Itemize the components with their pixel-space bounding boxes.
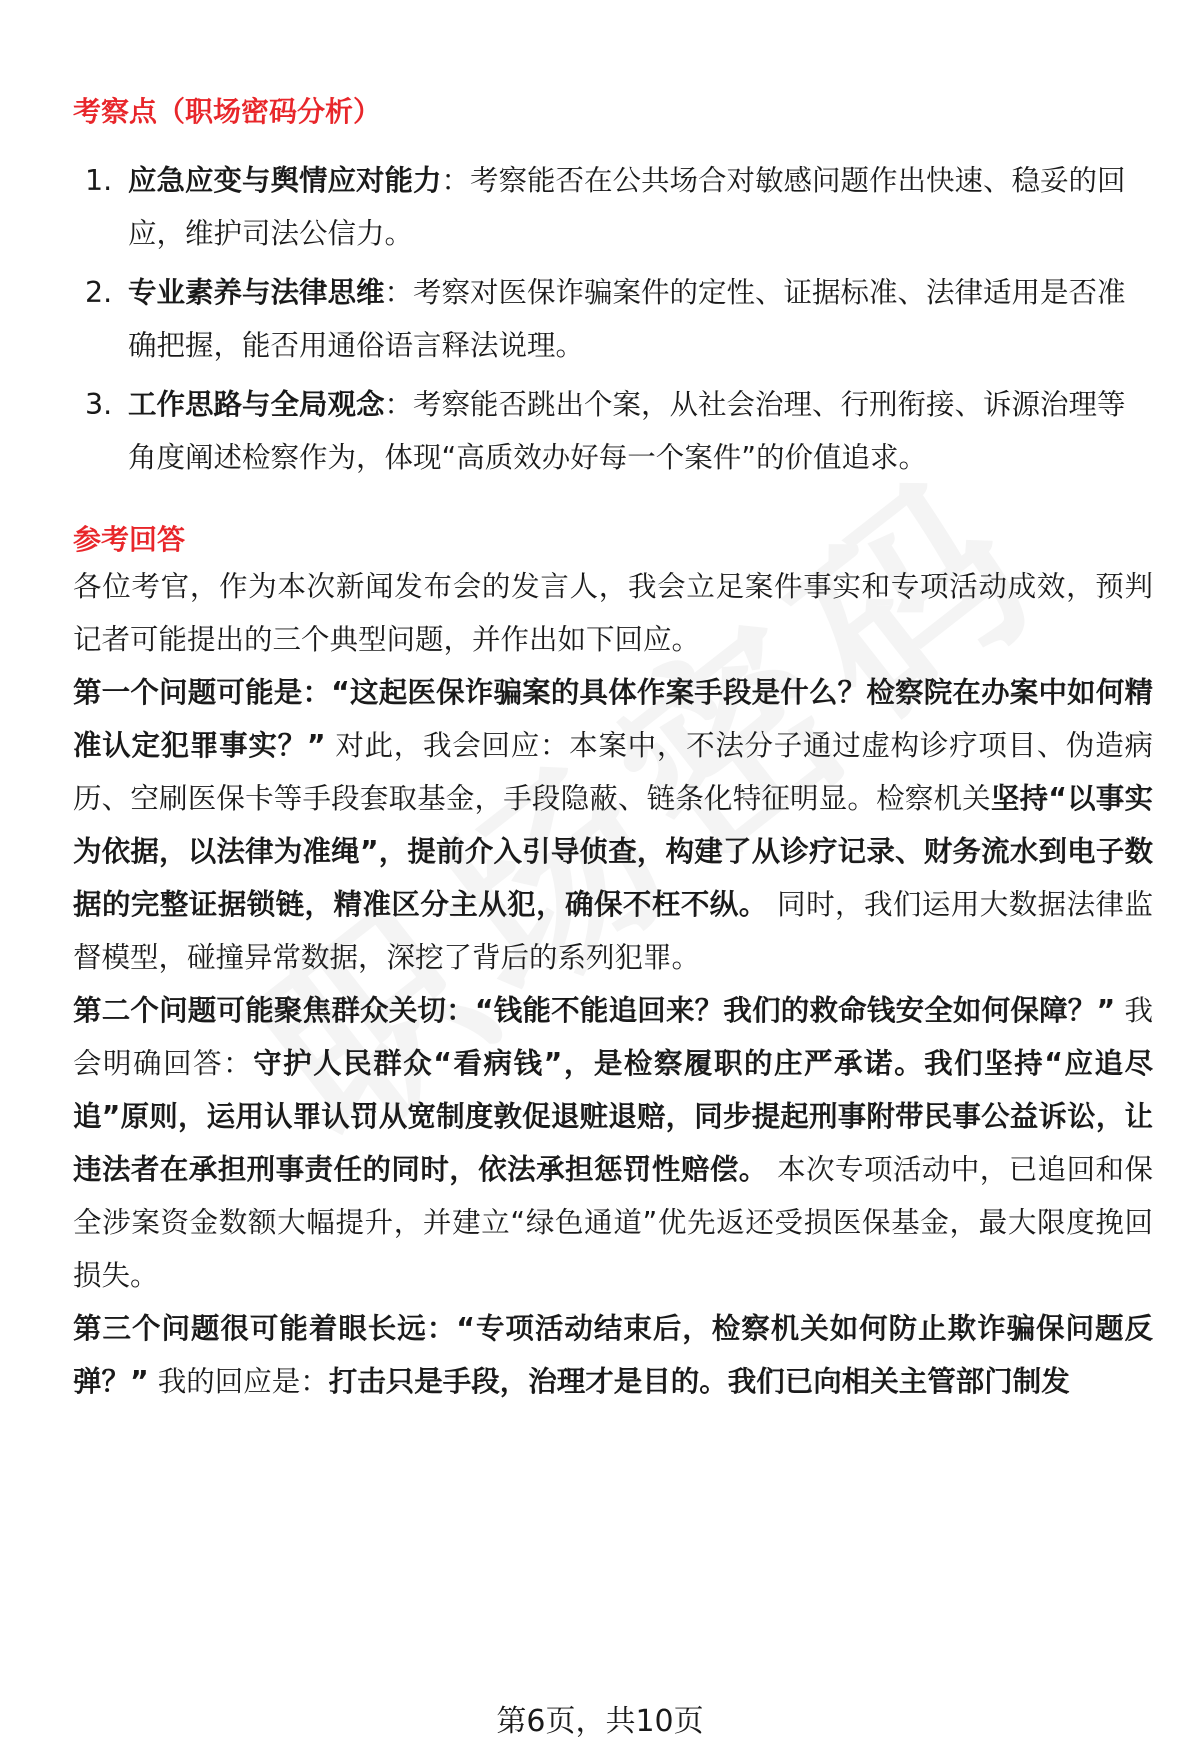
question-two-emphasis: 守护人民群众“看病钱”，是检察履职的庄严承诺。我们坚持“应追尽追”原则，运用认罪认罚从宽制度敦促退赃退赔，同步提起刑事附带民事公益诉讼，让违法者在承担刑事责任的同时，依法承担惩罚性赔偿。: [73, 1047, 1153, 1186]
question-one-lead: 第一个问题可能是：“这起医保诈骗案的具体作案手段是什么？检察院在办案中如何精准认定犯罪事实？”: [73, 676, 1153, 762]
question-three-lead: 第三个问题很可能着眼长远：“专项活动结束后，检察机关如何防止欺诈骗保问题反弹？”: [73, 1312, 1153, 1398]
question-three-text: 我的回应是：: [148, 1365, 329, 1398]
list-number: 3.: [85, 388, 113, 421]
question-one-text-end: 同时，我们运用大数据法律监督模型，碰撞异常数据，深挖了背后的系列犯罪。: [73, 888, 1153, 974]
list-number: 1.: [85, 164, 113, 197]
page-number-footer: 第6页，共10页: [496, 1704, 704, 1739]
list-item-heading: 应急应变与舆情应对能力: [128, 164, 442, 197]
question-two-lead: 第二个问题可能聚焦群众关切：“钱能不能追回来？我们的救命钱安全如何保障？”: [73, 994, 1116, 1027]
question-one-text: 对此，我会回应：本案中，不法分子通过虚构诊疗项目、伪造病历、空刷医保卡等手段套取基金，手段隐蔽、链条化特征明显。检察机关: [73, 729, 1154, 815]
list-item-heading: 工作思路与全局观念: [128, 388, 385, 421]
list-item-text: ：考察能否在公共场合对敏感问题作出快速、稳妥的回应，维护司法公信力。: [128, 164, 1126, 250]
list-item-heading: 专业素养与法律思维: [128, 276, 385, 309]
list-item-text: ：考察能否跳出个案，从社会治理、行刑衔接、诉源治理等角度阐述检察作为，体现“高质效办好每一个案件”的价值追求。: [128, 388, 1126, 474]
question-one-paragraph: [73, 666, 1153, 984]
list-item-text: ：考察对医保诈骗案件的定性、证据标准、法律适用是否准确把握，能否用通俗语言释法说理。: [128, 276, 1126, 362]
question-two-text-end: 本次专项活动中，已追回和保全涉案资金数额大幅提升，并建立“绿色通道”优先返还受损医保基金，最大限度挽回损失。: [73, 1153, 1153, 1292]
list-item: [73, 378, 1153, 484]
section-title-reference-answer: 参考回答: [73, 523, 186, 556]
question-two-text: 我会明确回答：: [73, 994, 1153, 1080]
list-item: [73, 266, 1153, 372]
page-content: [73, 88, 1153, 1408]
list-item: [73, 154, 1153, 260]
list-number: 2.: [85, 276, 113, 309]
question-two-paragraph: [73, 984, 1153, 1302]
question-three-emphasis: 打击只是手段，治理才是目的。我们已向相关主管部门制发: [328, 1365, 1070, 1398]
intro-paragraph: 各位考官，作为本次新闻发布会的发言人，我会立足案件事实和专项活动成效，预判记者可能提出的三个典型问题，并作出如下回应。: [73, 570, 1153, 656]
section-title-exam-points: 考察点（职场密码分析）: [73, 95, 382, 128]
exam-points-list: [73, 154, 1153, 484]
question-one-emphasis: 坚持“以事实为依据，以法律为准绳”，提前介入引导侦查，构建了从诊疗记录、财务流水到电子数据的完整证据锁链，精准区分主从犯，确保不枉不纵。: [73, 782, 1153, 921]
question-three-paragraph: [73, 1302, 1153, 1408]
